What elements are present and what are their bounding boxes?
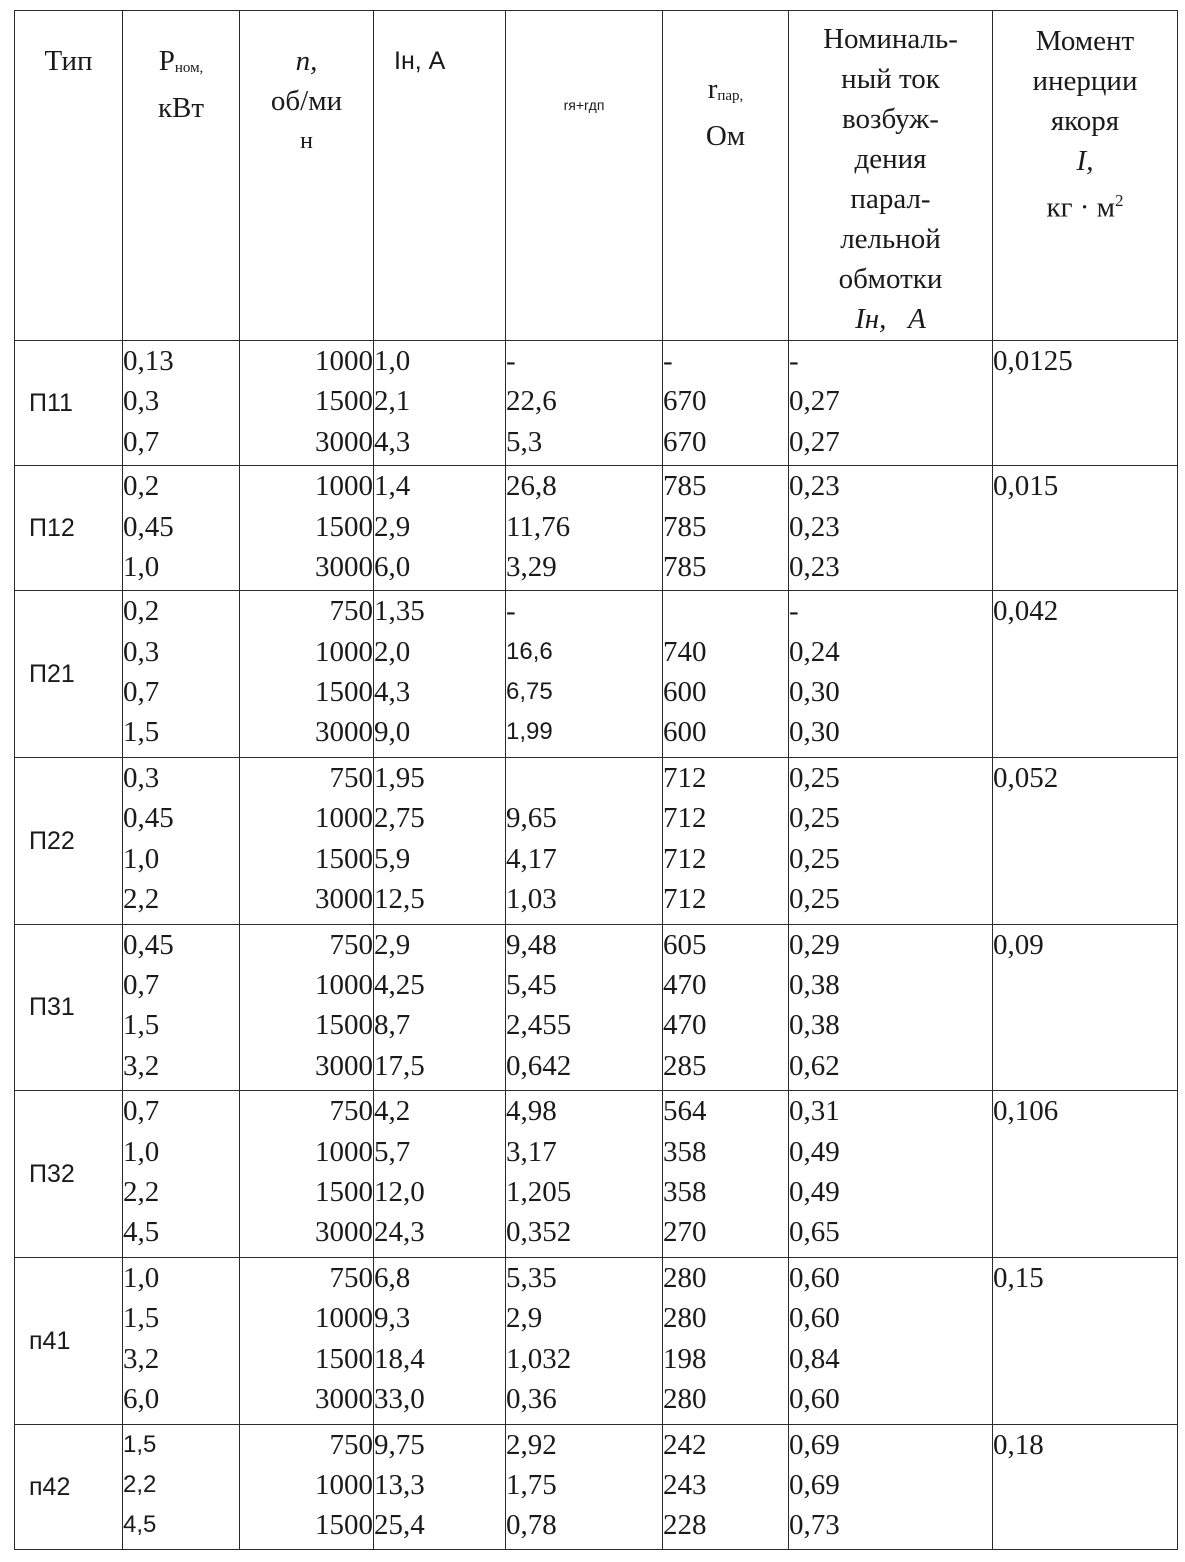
power-cell — [123, 1091, 240, 1258]
speed-cell — [240, 1091, 374, 1258]
cell-value: 3000 — [315, 550, 373, 583]
inertia-cell — [993, 758, 1178, 925]
inertia-value: 0,042 — [993, 595, 1059, 628]
inertia-value: 0,15 — [993, 1262, 1044, 1295]
cell-value: 4,3 — [374, 425, 411, 458]
type-cell — [15, 591, 123, 758]
cell-value: 470 — [663, 1009, 707, 1042]
excitation-cell — [789, 591, 993, 758]
header-speed-unit-2: н — [300, 128, 313, 154]
power-cell — [123, 1424, 240, 1549]
cell-value: 26,8 — [506, 470, 557, 503]
cell-value: 5,9 — [374, 842, 411, 875]
rpar-cell — [663, 758, 789, 925]
cell-value: 1,032 — [506, 1342, 572, 1375]
cell-value: 1,205 — [506, 1175, 572, 1208]
cell-value: 0,7 — [123, 969, 160, 1002]
power-cell — [123, 924, 240, 1091]
cell-value: 4,5 — [123, 1511, 157, 1539]
cell-value: 3000 — [315, 883, 373, 915]
cell-value: 1,5 — [123, 1430, 157, 1458]
cell-value: 0,49 — [789, 1135, 840, 1168]
cell-value: 17,5 — [374, 1049, 425, 1082]
motor-type: П21 — [29, 660, 75, 689]
cell-value: 0,23 — [789, 510, 840, 543]
motor-type: П31 — [29, 993, 75, 1022]
cell-value: 750 — [329, 928, 373, 961]
current-cell — [374, 924, 506, 1091]
cell-value: 285 — [663, 1049, 707, 1082]
header-power-subscript: ном, — [174, 60, 204, 76]
cell-value: 712 — [663, 883, 707, 915]
cell-value: 1000 — [315, 470, 373, 503]
rpar-cell — [663, 924, 789, 1091]
speed-cell — [240, 758, 374, 925]
resistance-cell — [506, 466, 663, 591]
table-row — [15, 758, 1178, 925]
cell-value: 6,0 — [123, 1382, 160, 1415]
cell-value: 0,45 — [123, 510, 174, 543]
cell-value: 5,45 — [506, 969, 557, 1002]
rpar-cell — [663, 1258, 789, 1425]
resistance-cell — [506, 591, 663, 758]
header-resistance — [506, 11, 663, 341]
cell-value: 0,23 — [789, 470, 840, 503]
inertia-cell — [993, 924, 1178, 1091]
motor-type: П32 — [29, 1160, 75, 1189]
cell-value: 1500 — [315, 842, 373, 875]
inertia-value: 0,18 — [993, 1428, 1044, 1461]
cell-value: 3,29 — [506, 550, 557, 583]
type-cell — [15, 466, 123, 591]
cell-value: 1000 — [315, 1468, 373, 1501]
motor-type: П12 — [29, 514, 75, 543]
table-row — [15, 1091, 1178, 1258]
cell-value: 1500 — [315, 385, 373, 418]
current-cell — [374, 758, 506, 925]
cell-value: 280 — [663, 1382, 707, 1415]
header-resistance-label: rя+rдп — [563, 97, 605, 113]
cell-value: 0,38 — [789, 969, 840, 1002]
cell-value: 4,17 — [506, 842, 557, 875]
rpar-cell — [663, 466, 789, 591]
cell-value: 785 — [663, 550, 707, 583]
header-inertia-line-4: I, — [1076, 145, 1094, 177]
cell-value: 4,98 — [506, 1095, 557, 1128]
cell-value: 2,2 — [123, 1175, 160, 1208]
cell-value: 358 — [663, 1175, 707, 1208]
header-inertia-exponent: 2 — [1115, 191, 1124, 210]
resistance-cell — [506, 924, 663, 1091]
cell-value: 0,49 — [789, 1175, 840, 1208]
table-row — [15, 1258, 1178, 1425]
cell-value: 0,23 — [789, 550, 840, 583]
cell-value: 9,0 — [374, 716, 411, 749]
cell-value: 1000 — [315, 969, 373, 1002]
header-row — [15, 11, 1178, 341]
cell-value: - — [663, 345, 673, 377]
cell-value: 11,76 — [506, 510, 571, 543]
cell-value: 8,7 — [374, 1009, 411, 1042]
cell-value: 16,6 — [506, 637, 553, 665]
cell-value: 5,7 — [374, 1135, 411, 1168]
cell-value: 0,84 — [789, 1342, 840, 1375]
excitation-cell — [789, 1424, 993, 1549]
cell-value: 740 — [663, 635, 707, 668]
cell-value: 0,3 — [123, 635, 160, 668]
cell-value: 0,7 — [123, 676, 160, 709]
cell-value: 6,0 — [374, 550, 411, 583]
current-cell — [374, 1424, 506, 1549]
table-row — [15, 591, 1178, 758]
type-cell — [15, 924, 123, 1091]
cell-value: 1,0 — [123, 1135, 160, 1168]
cell-value: 750 — [329, 762, 373, 795]
excitation-cell — [789, 924, 993, 1091]
cell-value: 6,75 — [506, 678, 553, 706]
cell-value: 0,25 — [789, 842, 840, 875]
speed-cell — [240, 591, 374, 758]
cell-value: 785 — [663, 510, 707, 543]
cell-value: 2,0 — [374, 635, 411, 668]
cell-value: 280 — [663, 1302, 707, 1335]
cell-value — [506, 758, 662, 798]
header-excitation-line-4: дения — [854, 143, 927, 175]
table-row — [15, 924, 1178, 1091]
cell-value: 0,24 — [789, 635, 840, 668]
power-cell — [123, 466, 240, 591]
cell-value: - — [789, 345, 799, 377]
cell-value: 0,60 — [789, 1382, 840, 1415]
cell-value: 9,3 — [374, 1302, 411, 1335]
cell-value: 3000 — [315, 1049, 373, 1082]
cell-value: 4,3 — [374, 676, 411, 709]
motor-type: П22 — [29, 826, 75, 855]
cell-value: 1,5 — [123, 1009, 160, 1042]
cell-value: 3000 — [315, 716, 373, 749]
cell-value: 1,0 — [123, 550, 160, 583]
inertia-cell — [993, 1424, 1178, 1549]
header-power — [123, 11, 240, 341]
cell-value: 24,3 — [374, 1216, 425, 1249]
inertia-cell — [993, 466, 1178, 591]
cell-value: 9,48 — [506, 928, 557, 961]
cell-value: 9,75 — [374, 1428, 425, 1461]
power-cell — [123, 341, 240, 466]
cell-value: 25,4 — [374, 1509, 425, 1542]
inertia-value: 0,0125 — [993, 345, 1073, 377]
resistance-cell — [506, 1424, 663, 1549]
cell-value: 712 — [663, 762, 707, 795]
cell-value: 1,99 — [506, 718, 553, 746]
cell-value: 0,62 — [789, 1049, 840, 1082]
cell-value: 2,1 — [374, 385, 411, 418]
header-rpar-unit: Ом — [705, 120, 746, 152]
cell-value: 4,2 — [374, 1095, 411, 1128]
inertia-cell — [993, 1091, 1178, 1258]
table-row — [15, 341, 1178, 466]
cell-value: 0,352 — [506, 1216, 572, 1249]
cell-value: 9,65 — [506, 802, 557, 835]
speed-cell — [240, 924, 374, 1091]
cell-value: 0,30 — [789, 716, 840, 749]
cell-value: 0,13 — [123, 345, 174, 377]
type-cell — [15, 1258, 123, 1425]
cell-value: 358 — [663, 1135, 707, 1168]
inertia-cell — [993, 341, 1178, 466]
cell-value: 198 — [663, 1342, 707, 1375]
cell-value: 22,6 — [506, 385, 557, 418]
excitation-cell — [789, 1091, 993, 1258]
current-cell — [374, 1091, 506, 1258]
header-excitation-line-7: обмотки — [838, 263, 943, 295]
cell-value: 0,73 — [789, 1509, 840, 1542]
cell-value: 1000 — [315, 635, 373, 668]
cell-value: 712 — [663, 802, 707, 835]
header-excitation-line-5: парал- — [850, 183, 931, 215]
cell-value: 18,4 — [374, 1342, 425, 1375]
header-inertia-line-5: кг · м — [1046, 191, 1115, 224]
cell-value: 0,27 — [789, 385, 840, 418]
cell-value: 605 — [663, 928, 707, 961]
cell-value: 12,0 — [374, 1175, 425, 1208]
cell-value: 1,4 — [374, 470, 411, 503]
cell-value: 0,3 — [123, 762, 160, 795]
header-type-label: Тип — [44, 45, 93, 77]
cell-value: 0,65 — [789, 1216, 840, 1249]
cell-value: 3,17 — [506, 1135, 557, 1168]
cell-value — [663, 591, 788, 631]
cell-value: 2,2 — [123, 883, 160, 915]
header-rpar-subscript: пар, — [717, 88, 744, 104]
cell-value: 1000 — [315, 1135, 373, 1168]
cell-value: 470 — [663, 969, 707, 1002]
header-excitation-line-8: Iн, А — [855, 303, 926, 335]
cell-value: 750 — [329, 1428, 373, 1461]
cell-value: 1000 — [315, 802, 373, 835]
cell-value: 1,5 — [123, 1302, 160, 1335]
current-cell — [374, 1258, 506, 1425]
cell-value: 0,45 — [123, 928, 174, 961]
cell-value: 2,455 — [506, 1009, 572, 1042]
cell-value: 750 — [329, 1262, 373, 1295]
cell-value: 0,78 — [506, 1509, 557, 1542]
rpar-cell — [663, 591, 789, 758]
cell-value: 2,92 — [506, 1428, 557, 1461]
cell-value: 750 — [329, 595, 373, 628]
cell-value: 1,75 — [506, 1468, 557, 1501]
inertia-value: 0,09 — [993, 928, 1044, 961]
cell-value: 1,0 — [123, 842, 160, 875]
cell-value: 3,2 — [123, 1049, 160, 1082]
cell-value: 750 — [329, 1095, 373, 1128]
power-cell — [123, 591, 240, 758]
cell-value: 0,45 — [123, 802, 174, 835]
cell-value: 0,25 — [789, 762, 840, 795]
cell-value: 243 — [663, 1468, 707, 1501]
cell-value: 1,03 — [506, 883, 557, 915]
table-row — [15, 466, 1178, 591]
cell-value: 5,35 — [506, 1262, 557, 1295]
type-cell — [15, 758, 123, 925]
motor-type: п41 — [29, 1326, 71, 1355]
cell-value: 242 — [663, 1428, 707, 1461]
cell-value: 670 — [663, 385, 707, 418]
cell-value: 0,27 — [789, 425, 840, 458]
cell-value: 1,95 — [374, 762, 425, 795]
cell-value: 1,0 — [374, 345, 411, 377]
cell-value: - — [789, 595, 799, 628]
header-excitation-line-2: ный ток — [841, 63, 940, 95]
cell-value: 0,60 — [789, 1302, 840, 1335]
resistance-cell — [506, 1091, 663, 1258]
header-excitation-line-3: возбуж- — [842, 103, 939, 135]
cell-value: 712 — [663, 842, 707, 875]
motor-spec-table — [14, 10, 1178, 1550]
header-speed-symbol: n, — [295, 45, 318, 77]
cell-value: 0,31 — [789, 1095, 840, 1128]
cell-value: 1,5 — [123, 716, 160, 749]
cell-value: 2,9 — [506, 1302, 543, 1335]
current-cell — [374, 341, 506, 466]
cell-value: 0,2 — [123, 595, 160, 628]
excitation-cell — [789, 758, 993, 925]
inertia-value: 0,015 — [993, 470, 1059, 503]
table-body — [15, 341, 1178, 1550]
rpar-cell — [663, 1424, 789, 1549]
cell-value: 1000 — [315, 345, 373, 377]
inertia-value: 0,106 — [993, 1095, 1059, 1128]
inertia-cell — [993, 1258, 1178, 1425]
resistance-cell — [506, 1258, 663, 1425]
header-excitation — [789, 11, 993, 341]
cell-value: 0,60 — [789, 1262, 840, 1295]
cell-value: 1500 — [315, 1009, 373, 1042]
header-type — [15, 11, 123, 341]
cell-value: 270 — [663, 1216, 707, 1249]
cell-value: 228 — [663, 1509, 707, 1542]
speed-cell — [240, 341, 374, 466]
cell-value: 2,2 — [123, 1470, 157, 1498]
cell-value: 4,25 — [374, 969, 425, 1002]
header-power-unit: кВт — [157, 92, 205, 124]
cell-value: 0,69 — [789, 1428, 840, 1461]
cell-value: 3000 — [315, 1382, 373, 1415]
cell-value: 600 — [663, 716, 707, 749]
cell-value: 670 — [663, 425, 707, 458]
cell-value: 0,29 — [789, 928, 840, 961]
header-inertia-line-1: Момент — [1035, 25, 1135, 57]
cell-value: 0,2 — [123, 470, 160, 503]
cell-value: 0,30 — [789, 676, 840, 709]
cell-value: 33,0 — [374, 1382, 425, 1415]
cell-value: 0,38 — [789, 1009, 840, 1042]
type-cell — [15, 1424, 123, 1549]
type-cell — [15, 341, 123, 466]
cell-value: 280 — [663, 1262, 707, 1295]
cell-value: 0,7 — [123, 425, 160, 458]
cell-value: - — [506, 345, 516, 377]
header-speed — [240, 11, 374, 341]
header-inertia-line-3: якоря — [1050, 105, 1120, 137]
table-row — [15, 1424, 1178, 1549]
cell-value: 2,9 — [374, 510, 411, 543]
current-cell — [374, 466, 506, 591]
header-rpar-symbol: r — [707, 73, 718, 105]
cell-value: 1500 — [315, 1175, 373, 1208]
cell-value: 1500 — [315, 676, 373, 709]
cell-value: 600 — [663, 676, 707, 709]
excitation-cell — [789, 466, 993, 591]
cell-value: 5,3 — [506, 425, 543, 458]
speed-cell — [240, 466, 374, 591]
cell-value: 0,36 — [506, 1382, 557, 1415]
excitation-cell — [789, 341, 993, 466]
header-excitation-line-6: лельной — [840, 223, 941, 255]
inertia-cell — [993, 591, 1178, 758]
inertia-value: 0,052 — [993, 762, 1059, 795]
cell-value: 0,642 — [506, 1049, 572, 1082]
cell-value: 1500 — [315, 1509, 373, 1542]
cell-value: 3000 — [315, 1216, 373, 1249]
cell-value: 3000 — [315, 425, 373, 458]
cell-value: 785 — [663, 470, 707, 503]
header-rpar — [663, 11, 789, 341]
cell-value: 4,5 — [123, 1216, 160, 1249]
motor-type: п42 — [29, 1472, 71, 1501]
cell-value: 2,75 — [374, 802, 425, 835]
cell-value: 0,25 — [789, 802, 840, 835]
cell-value: 1,35 — [374, 595, 425, 628]
cell-value: 0,69 — [789, 1468, 840, 1501]
power-cell — [123, 1258, 240, 1425]
cell-value: 1000 — [315, 1302, 373, 1335]
rpar-cell — [663, 341, 789, 466]
rpar-cell — [663, 1091, 789, 1258]
header-current-label: Iн, А — [394, 47, 446, 75]
speed-cell — [240, 1258, 374, 1425]
resistance-cell — [506, 758, 663, 925]
power-cell — [123, 758, 240, 925]
header-power-symbol: P — [158, 45, 175, 77]
cell-value: 2,9 — [374, 928, 411, 961]
resistance-cell — [506, 341, 663, 466]
cell-value: 3,2 — [123, 1342, 160, 1375]
cell-value: 1,0 — [123, 1262, 160, 1295]
header-speed-unit-1: об/ми — [270, 85, 343, 117]
cell-value: 564 — [663, 1095, 707, 1128]
header-current — [374, 11, 506, 341]
cell-value: 0,3 — [123, 385, 160, 418]
cell-value: 0,7 — [123, 1095, 160, 1128]
header-excitation-line-1: Номиналь- — [823, 23, 958, 55]
speed-cell — [240, 1424, 374, 1549]
cell-value: 0,25 — [789, 883, 840, 915]
cell-value: 13,3 — [374, 1468, 425, 1501]
cell-value: 1500 — [315, 1342, 373, 1375]
cell-value: - — [506, 595, 516, 628]
type-cell — [15, 1091, 123, 1258]
header-inertia-line-2: инерции — [1032, 65, 1138, 97]
header-inertia — [993, 11, 1178, 341]
cell-value: 12,5 — [374, 883, 425, 915]
cell-value: 1500 — [315, 510, 373, 543]
motor-type: П11 — [29, 388, 73, 417]
cell-value: 6,8 — [374, 1262, 411, 1295]
excitation-cell — [789, 1258, 993, 1425]
current-cell — [374, 591, 506, 758]
